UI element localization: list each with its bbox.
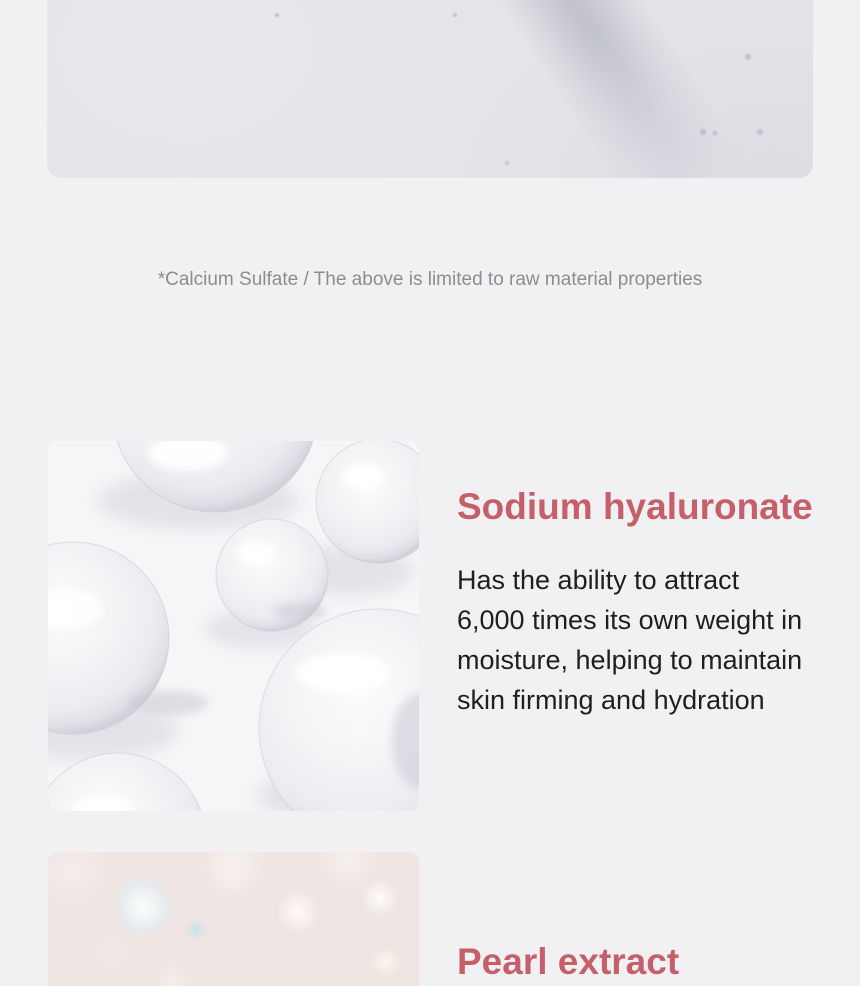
ingredient-heading-pearl-extract: Pearl extract xyxy=(457,941,680,982)
ingredient-heading-sodium-hyaluronate: Sodium hyaluronate xyxy=(457,486,813,527)
water-droplets-illustration xyxy=(48,441,419,811)
pearl-bokeh-photo xyxy=(48,852,419,986)
cream-texture-photo xyxy=(47,0,813,178)
water-droplets-photo xyxy=(48,441,419,811)
ingredient-description-sodium-hyaluronate: Has the ability to attract 6,000 times its own weight in moisture, helping to maintain skin firming and hydration xyxy=(457,565,803,715)
texture-streak xyxy=(477,0,763,178)
footnote-text: *Calcium Sulfate / The above is limited to raw material properties xyxy=(157,269,703,290)
